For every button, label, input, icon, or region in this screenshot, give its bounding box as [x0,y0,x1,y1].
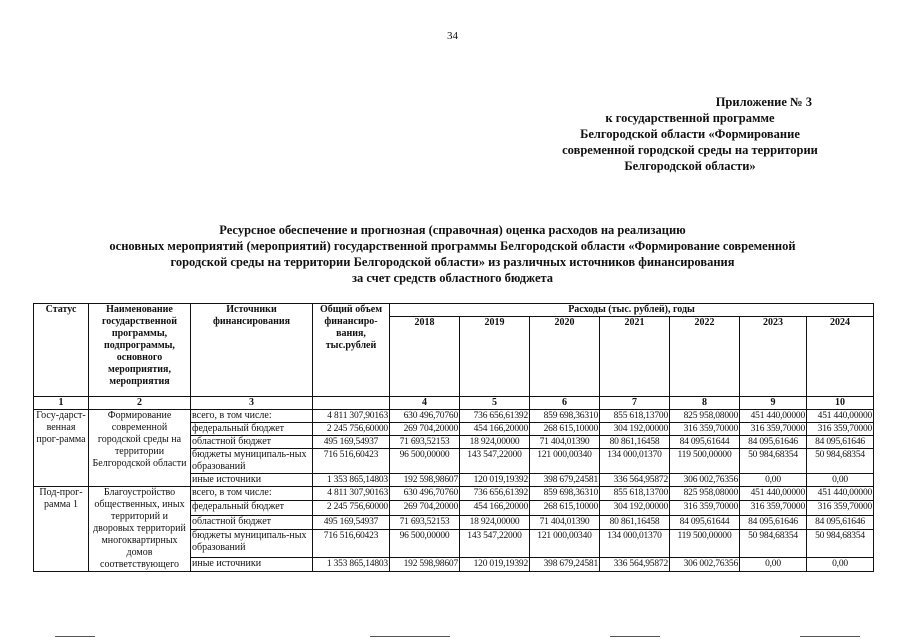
year-value-cell: 0,00 [740,557,807,571]
year-value-cell: 192 598,98607 [390,474,460,487]
year-value-cell: 454 166,20000 [460,423,530,436]
year-value-cell: 119 500,00000 [670,530,740,558]
column-number: 9 [740,397,807,410]
year-value-cell: 84 095,61646 [807,436,874,449]
source-cell: всего, в том числе: [191,487,313,501]
table-body [34,410,874,572]
year-value-cell: 306 002,76356 [670,557,740,571]
year-value-cell: 18 924,00000 [460,436,530,449]
header-year: 2021 [600,317,670,397]
header-year: 2020 [530,317,600,397]
year-value-cell: 451 440,00000 [740,487,807,501]
year-value-cell: 71 404,01390 [530,515,600,529]
total-cell: 495 169,54937 [313,515,390,529]
year-value-cell: 120 019,19392 [460,474,530,487]
table-row [34,487,874,501]
column-number: 5 [460,397,530,410]
year-value-cell: 134 000,01370 [600,449,670,474]
total-cell: 2 245 756,60000 [313,501,390,515]
year-value-cell: 71 693,52153 [390,515,460,529]
year-value-cell: 451 440,00000 [807,487,874,501]
header-year: 2024 [807,317,874,397]
header-total: Общий объем финансиро-вания, тыс.рублей [313,304,390,397]
header-expenses: Расходы (тыс. рублей), годы [390,304,874,317]
source-cell: областной бюджет [191,515,313,529]
year-value-cell: 398 679,24581 [530,474,600,487]
table-row [34,410,874,423]
year-value-cell: 0,00 [740,474,807,487]
column-number: 4 [390,397,460,410]
title-line: городской среды на территории Белгородской области» из различных источников финансирования [170,255,735,269]
year-value-cell: 268 615,10000 [530,501,600,515]
year-value-cell: 50 984,68354 [740,449,807,474]
appendix-line: Белгородской области» [624,159,756,173]
appendix-heading [540,94,840,174]
year-value-cell: 50 984,68354 [807,530,874,558]
year-value-cell: 859 698,36310 [530,410,600,423]
year-value-cell: 304 192,00000 [600,501,670,515]
title-line: основных мероприятий (мероприятий) государственной программы Белгородской области «Формирование современной [109,239,796,253]
source-cell: иные источники [191,557,313,571]
year-value-cell: 84 095,61646 [807,515,874,529]
year-value-cell: 134 000,01370 [600,530,670,558]
year-value-cell: 50 984,68354 [740,530,807,558]
year-value-cell: 96 500,00000 [390,530,460,558]
year-value-cell: 84 095,61646 [740,436,807,449]
year-value-cell: 268 615,10000 [530,423,600,436]
title-line: Ресурсное обеспечение и прогнозная (справочная) оценка расходов на реализацию [219,223,686,237]
source-cell: федеральный бюджет [191,501,313,515]
source-cell: федеральный бюджет [191,423,313,436]
year-value-cell: 120 019,19392 [460,557,530,571]
year-value-cell: 316 359,70000 [807,501,874,515]
status-cell: Под-прог-рамма 1 [34,487,89,572]
total-cell: 4 811 307,90163 [313,487,390,501]
year-value-cell: 316 359,70000 [740,501,807,515]
year-value-cell: 825 958,08000 [670,410,740,423]
year-value-cell: 316 359,70000 [670,501,740,515]
year-value-cell: 825 958,08000 [670,487,740,501]
total-cell: 1 353 865,14803 [313,557,390,571]
column-number: 6 [530,397,600,410]
year-value-cell: 630 496,70760 [390,487,460,501]
year-value-cell: 304 192,00000 [600,423,670,436]
appendix-line: Белгородской области «Формирование [580,127,800,141]
year-value-cell: 451 440,00000 [807,410,874,423]
column-number [313,397,390,410]
year-value-cell: 71 404,01390 [530,436,600,449]
header-name: Наименование государственной программы, подпрограммы, основного мероприятия, мероприятия [89,304,191,397]
year-value-cell: 50 984,68354 [807,449,874,474]
year-value-cell: 736 656,61392 [460,410,530,423]
year-value-cell: 316 359,70000 [740,423,807,436]
total-cell: 4 811 307,90163 [313,410,390,423]
header-status: Статус [34,304,89,397]
year-value-cell: 736 656,61392 [460,487,530,501]
header-year: 2022 [670,317,740,397]
source-cell: бюджеты муниципаль-ных образований [191,449,313,474]
source-cell: иные источники [191,474,313,487]
year-value-cell: 84 095,61644 [670,436,740,449]
year-value-cell: 454 166,20000 [460,501,530,515]
year-value-cell: 306 002,76356 [670,474,740,487]
total-cell: 1 353 865,14803 [313,474,390,487]
header-year: 2019 [460,317,530,397]
year-value-cell: 18 924,00000 [460,515,530,529]
year-value-cell: 80 861,16458 [600,436,670,449]
source-cell: областной бюджет [191,436,313,449]
total-cell: 2 245 756,60000 [313,423,390,436]
year-value-cell: 398 679,24581 [530,557,600,571]
title-line: за счет средств областного бюджета [351,271,554,285]
appendix-line: современной городской среды на территории [562,143,818,157]
year-value-cell: 0,00 [807,557,874,571]
year-value-cell: 269 704,20000 [390,501,460,515]
year-value-cell: 336 564,95872 [600,474,670,487]
year-value-cell: 855 618,13700 [600,487,670,501]
page-number: 34 [447,30,458,42]
year-value-cell: 121 000,00340 [530,449,600,474]
column-number: 10 [807,397,874,410]
year-value-cell: 316 359,70000 [670,423,740,436]
year-value-cell: 84 095,61644 [670,515,740,529]
year-value-cell: 96 500,00000 [390,449,460,474]
year-value-cell: 143 547,22000 [460,449,530,474]
year-value-cell: 80 861,16458 [600,515,670,529]
year-value-cell: 143 547,22000 [460,530,530,558]
year-value-cell: 71 693,52153 [390,436,460,449]
year-value-cell: 630 496,70760 [390,410,460,423]
year-value-cell: 336 564,95872 [600,557,670,571]
year-value-cell: 451 440,00000 [740,410,807,423]
header-sources: Источники финансирования [191,304,313,397]
status-cell: Госу-дарст-венная прог-рамма [34,410,89,487]
header-year: 2023 [740,317,807,397]
appendix-line: к государственной программе [605,111,775,125]
year-value-cell: 316 359,70000 [807,423,874,436]
year-value-cell: 859 698,36310 [530,487,600,501]
column-number: 7 [600,397,670,410]
year-value-cell: 855 618,13700 [600,410,670,423]
year-value-cell: 269 704,20000 [390,423,460,436]
year-value-cell: 121 000,00340 [530,530,600,558]
source-cell: всего, в том числе: [191,410,313,423]
column-number: 3 [191,397,313,410]
year-value-cell: 192 598,98607 [390,557,460,571]
program-name-cell: Формирование современной городской среды на территории Белгородской области [89,410,191,487]
total-cell: 716 516,60423 [313,449,390,474]
column-numbers-row [34,397,874,410]
year-value-cell: 0,00 [807,474,874,487]
budget-table [33,303,874,572]
total-cell: 716 516,60423 [313,530,390,558]
column-number: 2 [89,397,191,410]
column-number: 1 [34,397,89,410]
program-name-cell: Благоустройство общественных, иных территорий и дворовых территорий многоквартирных домов соответствующего [89,487,191,572]
source-cell: бюджеты муниципаль-ных образований [191,530,313,558]
year-value-cell: 119 500,00000 [670,449,740,474]
header-year: 2018 [390,317,460,397]
page-bottom-edge [0,636,905,638]
document-title [25,222,880,286]
column-number: 8 [670,397,740,410]
year-value-cell: 84 095,61646 [740,515,807,529]
appendix-line: Приложение № 3 [715,95,812,109]
total-cell: 495 169,54937 [313,436,390,449]
